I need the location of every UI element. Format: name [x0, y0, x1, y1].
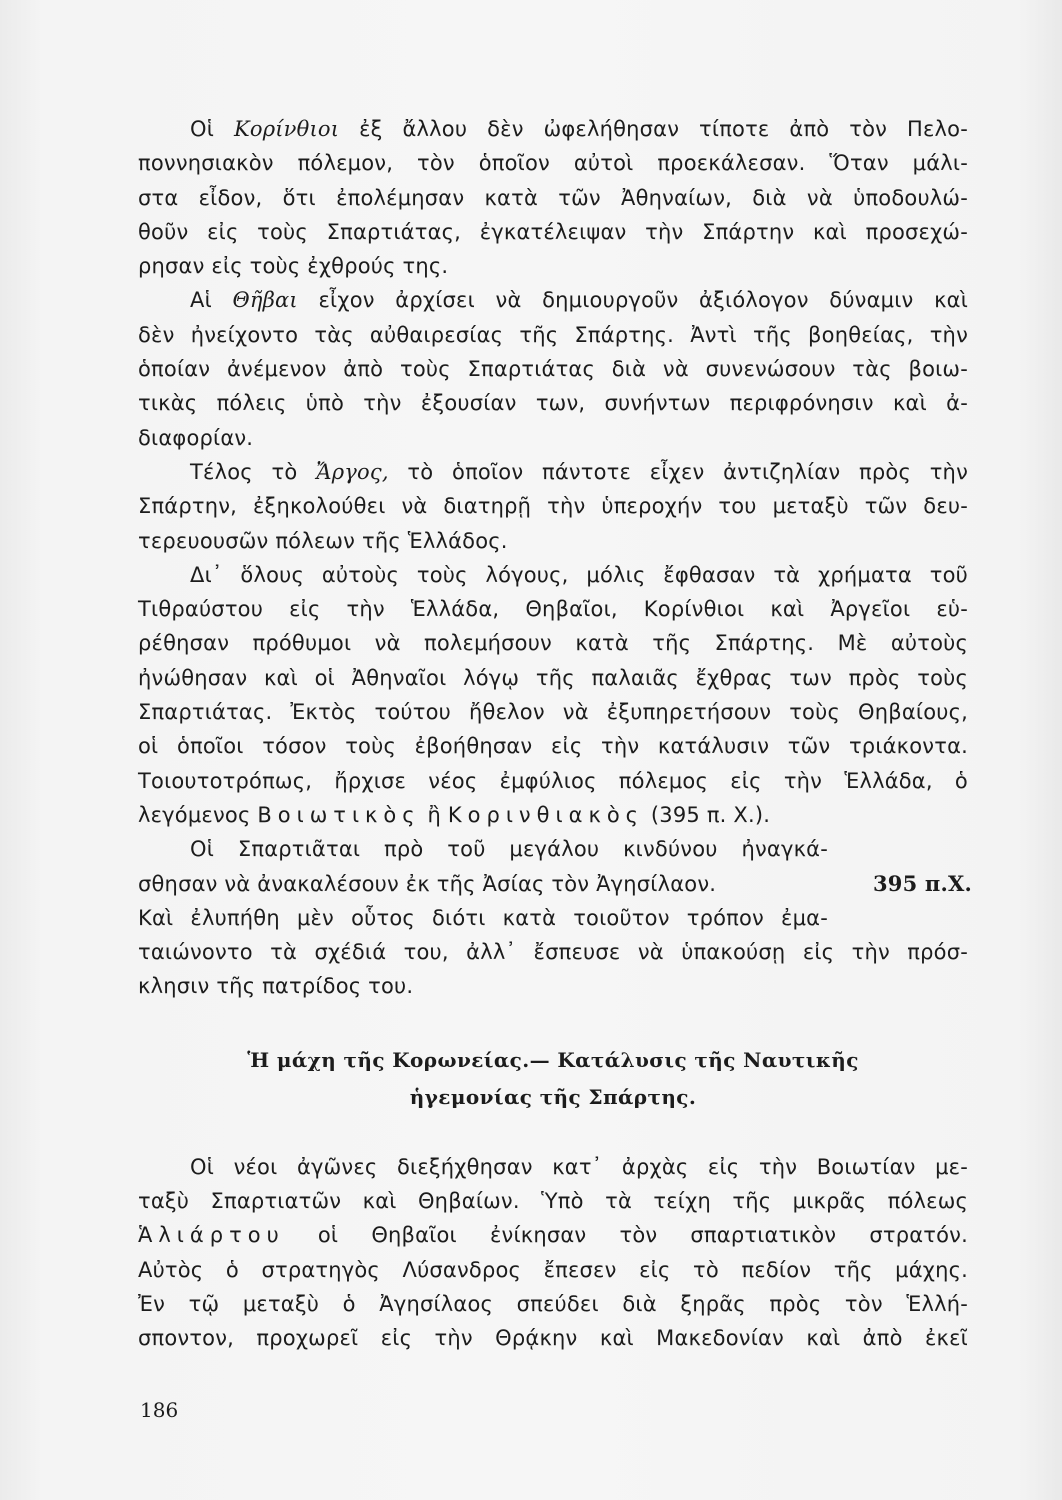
text-line: Οἱ Κορίνθιοι ἐξ ἄλλου δὲν ὠφελήθησαν τίποτε ἀπὸ τὸν Πελο- — [190, 117, 968, 141]
heading-line: Ἡ μάχη τῆς Κορωνείας.— Κατάλυσις τῆς Ναυτικῆς — [247, 1047, 859, 1072]
italic-term: Ἄργος, — [316, 459, 389, 484]
text-line: Αἱ Θῆβαι εἶχον ἀρχίσει νὰ δημιουργοῦν ἀξιόλογον δύναμιν καὶ — [190, 288, 969, 313]
text-line: ρησαν εἰς τοὺς ἐχθρούς της. — [138, 254, 449, 279]
text-column — [138, 112, 972, 1356]
spaced-term: Ἁλιάρτου — [138, 1223, 285, 1248]
text-line: λεγόμενος Βοιωτικὸς ἢ Κορινθιακὸς (395 π. Χ.). — [138, 802, 771, 827]
section-heading — [138, 1042, 968, 1116]
text-line: διαφορίαν. — [138, 425, 254, 450]
text-line: θοῦν εἰς τοὺς Σπαρτιάτας, ἐγκατέλειψαν τὴν Σπάρτην καὶ προσεχώ- — [138, 219, 968, 244]
italic-term: Θῆβαι — [232, 288, 298, 313]
text-line: Τοιουτοτρόπως, ἤρχισε νέος ἐμφύλιος πόλεμος εἰς τὴν Ἑλλάδα, ὁ — [138, 768, 968, 793]
text-line: Αὐτὸς ὁ στρατηγὸς Λύσανδρος ἔπεσεν εἰς τὸ πεδίον τῆς μάχης. — [138, 1257, 968, 1282]
text-line: Οἱ νέοι ἀγῶνες διεξήχθησαν κατ᾿ ἀρχὰς εἰς τὴν Βοιωτίαν με- — [190, 1154, 968, 1179]
spaced-term: Κορινθιακὸς — [447, 802, 645, 827]
text-line: ρέθησαν πρόθυμοι νὰ πολεμήσουν κατὰ τῆς Σπάρτης. Μὲ αὐτοὺς — [138, 631, 968, 656]
text-line: Ἐν τῷ μεταξὺ ὁ Ἀγησίλαος σπεύδει διὰ ξηρᾶς πρὸς τὸν Ἑλλή- — [138, 1291, 968, 1316]
italic-term: Κορίνθιοι — [233, 117, 340, 141]
text-line: Οἱ Σπαρτιᾶται πρὸ τοῦ μεγάλου κινδύνου ἠναγκά- — [190, 837, 828, 862]
text-line: Σπάρτην, ἐξηκολούθει νὰ διατηρῇ τὴν ὑπεροχήν του μεταξὺ τῶν δευ- — [138, 494, 968, 519]
text-line: Τέλος τὸ Ἄργος, τὸ ὁποῖον πάντοτε εἶχεν ἀντιζηλίαν πρὸς τὴν — [190, 459, 969, 484]
text-line: τικὰς πόλεις ὑπὸ τὴν ἐξουσίαν των, συνήντων περιφρόνησιν καὶ ἀ- — [138, 391, 968, 416]
text-line: δὲν ἠνείχοντο τὰς αὐθαιρεσίας τῆς Σπάρτης. Ἀντὶ τῆς βοηθείας, τὴν — [138, 322, 968, 347]
text-line: ὁποίαν ἀνέμενον ἀπὸ τοὺς Σπαρτιάτας διὰ νὰ συνενώσουν τὰς βοιω- — [138, 357, 968, 382]
text-line: Δι᾿ ὅλους αὐτοὺς τοὺς λόγους, μόλις ἔφθασαν τὰ χρήματα τοῦ — [190, 562, 968, 587]
text-line: ταξὺ Σπαρτιατῶν καὶ Θηβαίων. Ὑπὸ τὰ τείχη τῆς μικρᾶς πόλεως — [138, 1189, 968, 1214]
text-line: ταιώνοντο τὰ σχέδιά του, ἀλλ᾿ ἔσπευσε νὰ ὑπακούσῃ εἰς τὴν πρόσ- — [138, 940, 968, 965]
text-line: σποντον, προχωρεῖ εἰς τὴν Θρᾴκην καὶ Μακεδονίαν καὶ ἀπὸ ἐκεῖ — [138, 1326, 968, 1351]
text-line: κλησιν τῆς πατρίδος του. — [138, 974, 414, 999]
paragraph-block-2 — [138, 1150, 968, 1356]
text-line: Τιθραύστου εἰς τὴν Ἑλλάδα, Θηβαῖοι, Κορίνθιοι καὶ Ἀργεῖοι εὑ- — [138, 597, 968, 622]
text-line: Σπαρτιάτας. Ἐκτὸς τούτου ἤθελον νὰ ἐξυπηρετήσουν τοὺς Θηβαίους, — [138, 700, 968, 725]
text-line: στα εἶδον, ὅτι ἐπολέμησαν κατὰ τῶν Ἀθηναίων, διὰ νὰ ὑποδουλώ- — [138, 185, 968, 210]
text-line: οἱ ὁποῖοι τόσον τοὺς ἐβοήθησαν εἰς τὴν κατάλυσιν τῶν τριάκοντα. — [138, 734, 968, 759]
text-line: Ἁλιάρτου οἱ Θηβαῖοι ἐνίκησαν τὸν σπαρτιατικὸν στρατόν. — [138, 1223, 968, 1248]
page-number: 186 — [140, 1398, 179, 1422]
text-line: τερευουσῶν πόλεων τῆς Ἑλλάδος. — [138, 528, 508, 553]
spaced-term: Βοιωτικὸς — [257, 802, 421, 827]
text-line: ποννησιακὸν πόλεμον, τὸν ὁποῖον αὐτοὶ προεκάλεσαν. Ὅταν μάλι- — [138, 151, 968, 176]
text-line: ἠνώθησαν καὶ οἱ Ἀθηναῖοι λόγῳ τῆς παλαιᾶς ἔχθρας των πρὸς τοὺς — [138, 665, 968, 690]
margin-date-note: 395 π.Χ. — [872, 870, 972, 896]
text-line: σθησαν νὰ ἀνακαλέσουν ἐκ τῆς Ἀσίας τὸν Ἀγησίλαον. 395 π.Χ. — [138, 867, 968, 901]
heading-line: ἡγεμονίας τῆς Σπάρτης. — [409, 1084, 697, 1109]
paragraph-block-1 — [138, 112, 972, 1004]
text-line: Καὶ ἐλυπήθη μὲν οὗτος διότι κατὰ τοιοῦτον τρόπον ἐμα- — [138, 905, 828, 930]
